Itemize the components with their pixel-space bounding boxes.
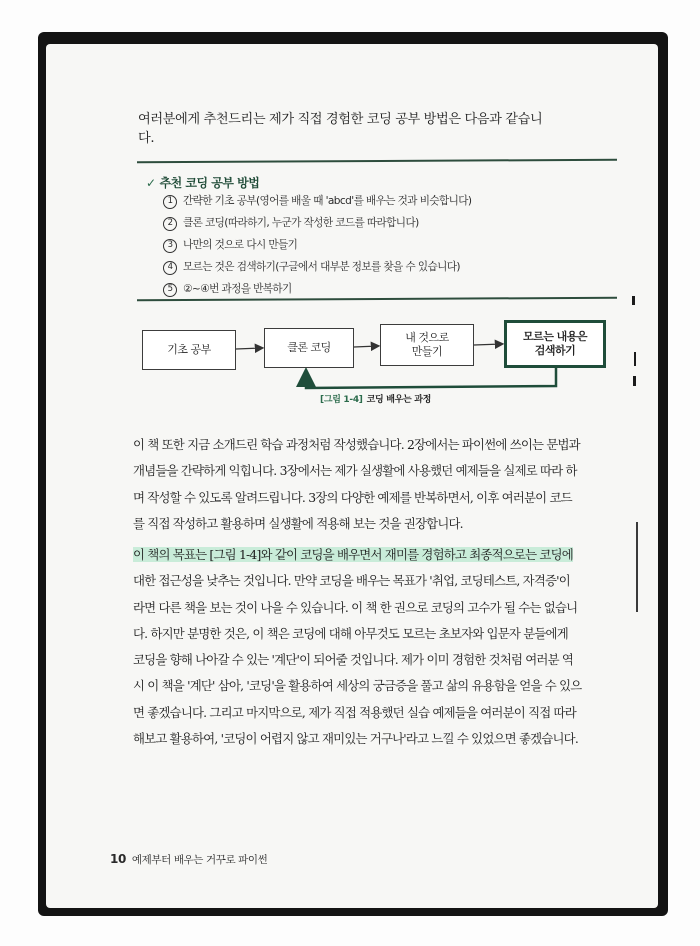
step-number: 4 (163, 261, 177, 275)
caption-label: [그림 1-4] (320, 395, 363, 405)
scan-speck (632, 296, 635, 305)
list-item (163, 278, 471, 300)
step-number: 3 (163, 239, 177, 253)
flow-node-basic-study: 기초 공부 (142, 330, 236, 370)
paragraph-line: 며 작성할 수 있도록 알려드립니다. 3장의 다양한 예제를 반복하면서, 이후 여러분이 코드 (133, 489, 572, 505)
figure-caption (320, 392, 431, 405)
paragraph-line: 해보고 활용하여, '코딩이 어렵지 않고 재미있는 거구나'라고 느낄 수 있었으면 좋겠습니다. (133, 731, 578, 747)
step-number: 1 (163, 195, 177, 209)
list-item (163, 190, 471, 212)
scan-speck (636, 522, 638, 612)
paragraph-line: 를 직접 작성하고 활용하며 실생활에 적용해 보는 것을 권장합니다. (133, 515, 463, 531)
step-text: 간략한 기초 공부(영어를 배울 때 'abcd'를 배우는 것과 비슷합니다) (183, 195, 472, 207)
box-title-text: 추천 코딩 공부 방법 (159, 176, 260, 190)
checkmark-icon: ✓ (146, 176, 156, 190)
step-number: 2 (163, 217, 177, 231)
list-item (163, 234, 471, 256)
paragraph-line (133, 542, 621, 568)
highlighted-text: 이 책의 목표는 [그림 1-4]와 같이 코딩을 배우면서 재미를 경험하고 최종적으로는 코딩에 (133, 547, 573, 562)
list-item (163, 256, 471, 278)
scan-speck (634, 352, 636, 366)
step-text: 모르는 것은 검색하기(구글에서 대부분 정보를 찾을 수 있습니다) (183, 261, 460, 273)
page-footer (110, 852, 267, 867)
step-number: 5 (163, 283, 177, 297)
flow-node-clone-coding: 클론 코딩 (264, 328, 354, 368)
step-text: 나만의 것으로 다시 만들기 (183, 239, 298, 251)
caption-text: 코딩 배우는 과정 (366, 395, 432, 405)
page-number: 10 (110, 852, 126, 866)
paragraph-line: 라면 다른 책을 보는 것이 나을 수 있습니다. 이 책 한 권으로 코딩의 고수가 될 수는 없습니 (133, 599, 578, 615)
list-item (163, 212, 471, 234)
paragraph-2 (133, 542, 621, 752)
paragraph-line: 다. 하지만 분명한 것은, 이 책은 코딩에 대해 아무것도 모르는 초보자와 입문자 분들에게 (133, 625, 568, 641)
paragraph-line: 면 좋겠습니다. 그리고 마지막으로, 제가 직접 적용했던 실습 예제들을 여러분이 직접 따라 (133, 704, 576, 720)
paragraph-line: 대한 접근성을 낮추는 것입니다. 만약 코딩을 배우는 목표가 '취업, 코딩테스트, 자격증'이 (133, 573, 570, 589)
paragraph-1 (133, 432, 621, 537)
paragraph-line: 이 책 또한 지금 소개드린 학습 과정처럼 작성했습니다. 2장에서는 파이썬에 쓰이는 문법과 (133, 437, 580, 452)
step-text: ②~④번 과정을 반복하기 (183, 283, 292, 295)
study-steps-list (163, 190, 471, 300)
scan-speck (633, 376, 636, 386)
box-title (146, 174, 259, 191)
flow-node-make-your-own: 내 것으로 만들기 (380, 324, 474, 366)
intro-sentence: 여러분에게 추천드리는 제가 직접 경험한 코딩 공부 방법은 다음과 같습니다. (138, 112, 543, 146)
paragraph-line: 시 이 책을 '계단' 삼아, '코딩'을 활용하여 세상의 궁금증을 풀고 삶의 유용함을 얻을 수 있으 (133, 678, 582, 694)
flow-node-search: 모르는 내용은 검색하기 (504, 320, 606, 368)
step-text: 클론 코딩(따라하기, 누군가 작성한 코드를 따라합니다) (183, 217, 419, 229)
book-title: 예제부터 배우는 거꾸로 파이썬 (131, 854, 268, 866)
paragraph-line: 코딩을 향해 나아갈 수 있는 '계단'이 되어줄 것입니다. 제가 이미 경험한 것처럼 여러분 역 (133, 652, 574, 668)
paragraph-line: 개념들을 간략하게 익힙니다. 3장에서는 제가 실생활에 사용했던 예제들을 실제로 따라 하 (133, 463, 577, 479)
